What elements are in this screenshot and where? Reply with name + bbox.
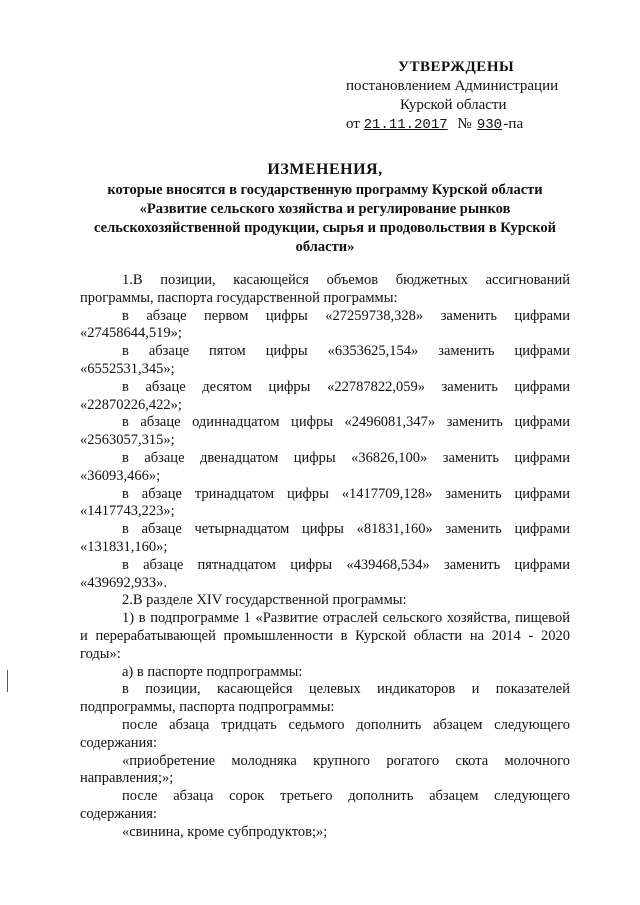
document-body bbox=[80, 272, 570, 842]
paragraph: в абзаце пятнадцатом цифры «439468,534» заменить цифрами «439692,933». bbox=[80, 556, 570, 591]
paragraph: 1) в подпрограмме 1 «Развитие отраслей сельского хозяйства, пищевой и перерабатывающей промышленности в Курской области на 2014 - 2020 годы»: bbox=[80, 610, 570, 662]
approval-date: 21.11.2017 bbox=[363, 117, 448, 133]
date-prefix: от bbox=[346, 116, 360, 132]
approval-stamp bbox=[330, 58, 590, 135]
paragraph: в позиции, касающейся целевых индикаторов и показателей подпрограммы, паспорта подпрограммы: bbox=[80, 681, 570, 716]
paragraph: в абзаце пятом цифры «6353625,154» заменить цифрами «6552531,345»; bbox=[80, 343, 570, 377]
heading-subtitle: которые вносятся в государственную программу Курской области «Развитие сельского хозяйства и регулирование рынков сельскохозяйственной продукции, сырья и продовольствия в Курской области» bbox=[94, 182, 556, 255]
approval-title: УТВЕРЖДЕНЫ bbox=[398, 59, 515, 75]
paragraph: в абзаце первом цифры «27259738,328» заменить цифрами «27458644,519»; bbox=[80, 307, 570, 342]
paragraph: а) в паспорте подпрограммы: bbox=[122, 663, 303, 680]
paragraph: в абзаце двенадцатом цифры «36826,100» заменить цифрами «36093,466»; bbox=[80, 449, 570, 484]
paragraph: в абзаце тринадцатом цифры «1417709,128» заменить цифрами «1417743,223»; bbox=[80, 485, 570, 520]
paragraph: «приобретение молодняка крупного рогатого скота молочного направления;»; bbox=[80, 752, 570, 787]
approval-number: 930 bbox=[476, 117, 503, 133]
scan-margin-mark bbox=[7, 670, 8, 692]
heading-title: ИЗМЕНЕНИЯ, bbox=[267, 161, 383, 178]
paragraph: в абзаце одиннадцатом цифры «2496081,347» заменить цифрами «2563057,315»; bbox=[80, 414, 570, 449]
paragraph: после абзаца сорок третьего дополнить абзацем следующего содержания: bbox=[80, 788, 570, 822]
paragraph: в абзаце четырнадцатом цифры «81831,160» заменить цифрами «131831,160»; bbox=[80, 521, 570, 555]
approval-region: Курской области bbox=[400, 97, 507, 113]
number-prefix: № bbox=[457, 116, 472, 132]
approval-date-line bbox=[346, 115, 590, 135]
paragraph: 2.В разделе XIV государственной программы: bbox=[122, 592, 407, 609]
paragraph: «свинина, кроме субпродуктов;»; bbox=[122, 823, 328, 840]
approval-authority: постановлением Администрации bbox=[346, 78, 559, 94]
document-heading bbox=[80, 160, 570, 257]
paragraph: после абзаца тридцать седьмого дополнить абзацем следующего содержания: bbox=[80, 716, 570, 751]
paragraph: в абзаце десятом цифры «22787822,059» заменить цифрами «22870226,422»; bbox=[80, 378, 570, 413]
paragraph: 1.В позиции, касающейся объемов бюджетных ассигнований программы, паспорта государственной программы: bbox=[80, 272, 570, 306]
number-suffix: -па bbox=[503, 116, 524, 132]
